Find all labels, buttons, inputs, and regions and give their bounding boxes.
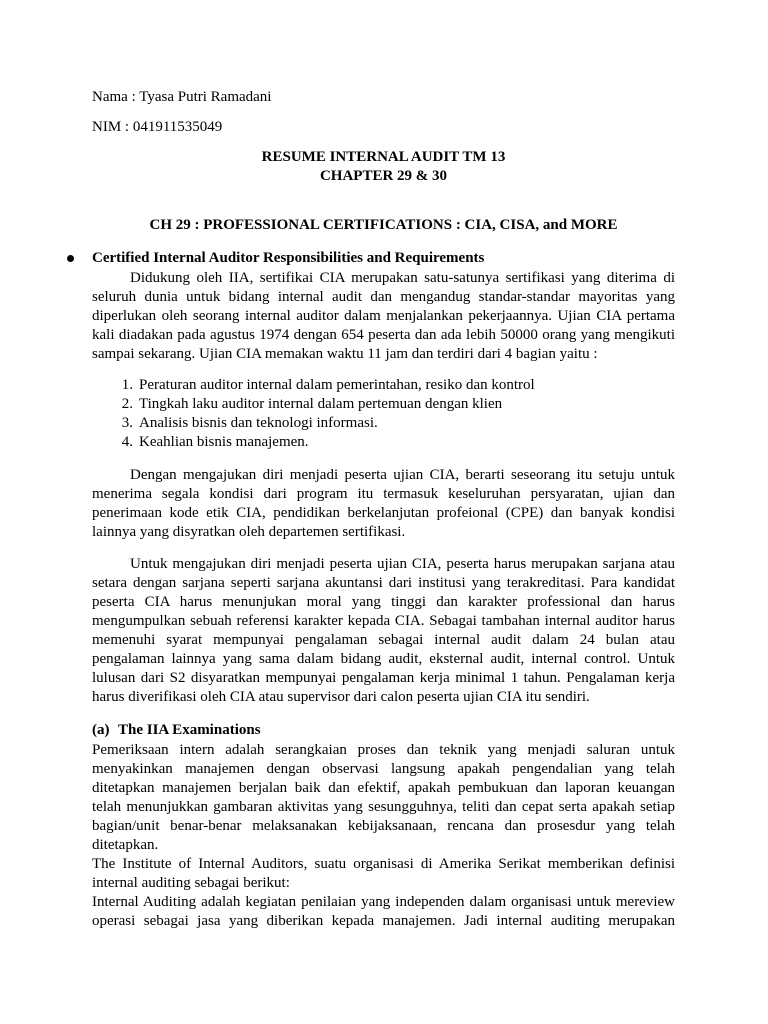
paragraph-line: ditetapkan. — [92, 837, 159, 853]
paragraph-line: internal auditing sebagai berikut: — [92, 875, 290, 891]
list-number: 2. — [121, 396, 133, 412]
list-item: Analisis bisnis dan teknologi informasi. — [139, 415, 378, 431]
subsection-label: (a) — [92, 722, 110, 738]
list-item: Tingkah laku auditor internal dalam pertemuan dengan klien — [139, 396, 503, 412]
paragraph-line: pengalaman lainnya yang sama dalam bidang audit, eksternal audit, internal control. Untuk — [92, 651, 675, 667]
paragraph-line: lulusan dari S2 disyaratkan mempunyai pengalaman kerja minimal 1 tahun. Pengalaman kerja — [92, 670, 675, 686]
paragraph-line: telah menunjukkan gambaran aktivitas yang sesungguhnya, teliti dan cepat serta apakah setiap — [92, 799, 675, 815]
paragraph-line: Dengan mengajukan diri menjadi peserta ujian CIA, berarti seseorang itu setuju untuk — [130, 467, 675, 483]
paragraph-line: The Institute of Internal Auditors, suatu organisasi di Amerika Serikat memberikan definisi — [92, 856, 675, 872]
list-item: Keahlian bisnis manajemen. — [139, 434, 309, 450]
section-heading: Certified Internal Auditor Responsibilities and Requirements — [92, 250, 485, 266]
paragraph-line: ditetapkan manajemen berjalan baik dan efektif, apakah pembukuan dan laporan keuangan — [92, 780, 675, 796]
list-number: 1. — [121, 377, 133, 393]
paragraph-line: setara dengan sarjana seperti sarjana akuntansi dari institusi yang terakreditasi. Para kandidat — [92, 575, 675, 591]
paragraph-line: Didukung oleh IIA, sertifikai CIA merupakan satu-satunya sertifikasi yang diterima di — [130, 270, 675, 286]
chapter-heading: CH 29 : PROFESSIONAL CERTIFICATIONS : CIA, CISA, and MORE — [149, 217, 618, 233]
paragraph-line: kali diadakan pada agustus 1974 dengan 654 peserta dan ada lebih 50000 orang yang mengikuti — [92, 327, 675, 343]
bullet-icon — [67, 255, 74, 262]
paragraph-line: Pemeriksaan intern adalah serangkaian proses dan teknik yang menjadi saluran untuk — [92, 742, 675, 758]
paragraph-line: Internal Auditing adalah kegiatan penilaian yang independen dalam organisasi untuk mereview — [92, 894, 675, 910]
student-nim: NIM : 041911535049 — [92, 119, 223, 135]
paragraph-line: peserta CIA harus menunjukan moral yang tinggi dan karakter professional dan harus — [92, 594, 675, 610]
paragraph-line: harus diverifikasi oleh CIA atau supervisor dari calon peserta ujian CIA itu sendiri. — [92, 689, 590, 705]
document-subtitle: CHAPTER 29 & 30 — [319, 168, 448, 184]
student-name: Nama : Tyasa Putri Ramadani — [92, 89, 272, 105]
paragraph-line: bagian/unit benar-benar melaksanakan kebijaksanaan, rencana dan prosesdur yang telah — [92, 818, 675, 834]
paragraph-line: mengumpulkan sebuah referensi karakter kepada CIA. Sebagai tambahan internal auditor harus — [92, 613, 675, 629]
subsection-heading: The IIA Examinations — [118, 722, 261, 738]
paragraph-line: diperlukan oleh seorang internal auditor dalam menjalankan pekerjaannya. Ujian CIA pertama — [92, 308, 675, 324]
paragraph-line: Untuk mengajukan diri menjadi peserta ujian CIA, peserta harus merupakan sarjana atau — [130, 556, 675, 572]
list-item: Peraturan auditor internal dalam pemerintahan, resiko dan kontrol — [139, 377, 535, 393]
paragraph-line: memenuhi syarat mempunyai pengalaman sebagai internal audit dalam 24 bulan atau — [92, 632, 675, 648]
list-number: 3. — [121, 415, 133, 431]
paragraph-line: operasi sebagai jasa yang diberikan kepada manajemen. Jadi internal auditing merupakan — [92, 913, 675, 929]
paragraph-line: penerimaan kode etik CIA, pendidikan berkelanjutan profeional (CPE) dan banyak kondisi — [92, 505, 675, 521]
paragraph-line: lainnya yang disyratkan oleh departemen sertifikasi. — [92, 524, 406, 540]
paragraph-line: seluruh dunia untuk bidang internal audit dan mengandug standar-standar mayoritas yang — [92, 289, 675, 305]
document-title: RESUME INTERNAL AUDIT TM 13 — [261, 149, 506, 165]
list-number: 4. — [121, 434, 133, 450]
paragraph-line: menerima segala kondisi dari program itu termasuk keseluruhan persyaratan, ujian dan — [92, 486, 675, 502]
paragraph-line: sampai sekarang. Ujian CIA memakan waktu 11 jam dan terdiri dari 4 bagian yaitu : — [92, 346, 598, 362]
paragraph-line: menyakinkan manajemen dengan observasi langsung apakah pengendalian yang telah — [92, 761, 675, 777]
